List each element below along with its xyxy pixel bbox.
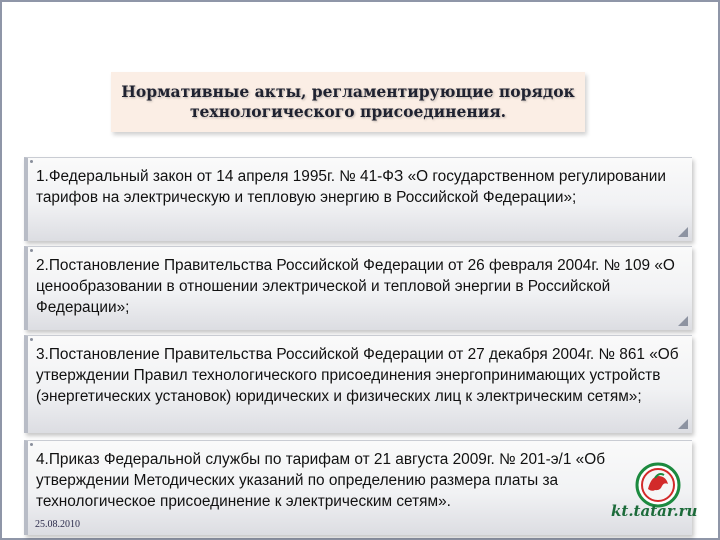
list-item-text: 4.Приказ Федеральной службы по тарифам от 21 августа 2009г. № 201-э/1 «Об утверждении Методических указаний по определению размера платы за технологическое присоединение к электрическим сетям».	[36, 451, 606, 510]
slide-date: 25.08.2010	[35, 519, 80, 530]
card-bullet-dot	[30, 338, 33, 341]
list-item	[24, 440, 692, 535]
list-item-text: 2.Постановление Правительства Российской Федерации от 26 февраля 2004г. № 109 «О ценообразовании в отношении электрической и тепловой энергии в Российской Федерации»;	[36, 257, 675, 316]
card-corner-icon	[678, 227, 688, 237]
card-corner-icon	[678, 316, 688, 326]
card-corner-icon	[678, 419, 688, 429]
card-bullet-dot	[30, 160, 33, 163]
watermark-text: kt.tatar.ru	[611, 502, 698, 520]
card-bullet-dot	[30, 443, 33, 446]
list-item	[24, 335, 692, 433]
card-bullet-dot	[30, 249, 33, 252]
slide-title: Нормативные акты, регламентирующие порядок технологического присоединения.	[121, 82, 575, 121]
list-item	[24, 157, 692, 241]
list-item-text: 1.Федеральный закон от 14 апреля 1995г. № 41-ФЗ «О государственном регулировании тарифов на электрическую и тепловую энергию в Российской Федерации»;	[36, 168, 666, 206]
watermark-logo	[597, 462, 715, 532]
list-item	[24, 246, 692, 330]
list-item-text: 3.Постановление Правительства Российской Федерации от 27 декабря 2004г. № 861 «Об утверждении Правил технологического присоединения энергопринимающих устройств (энергетических установок) юридических и физических лиц к электрическим сетям»;	[36, 346, 679, 405]
title-box	[111, 72, 585, 132]
